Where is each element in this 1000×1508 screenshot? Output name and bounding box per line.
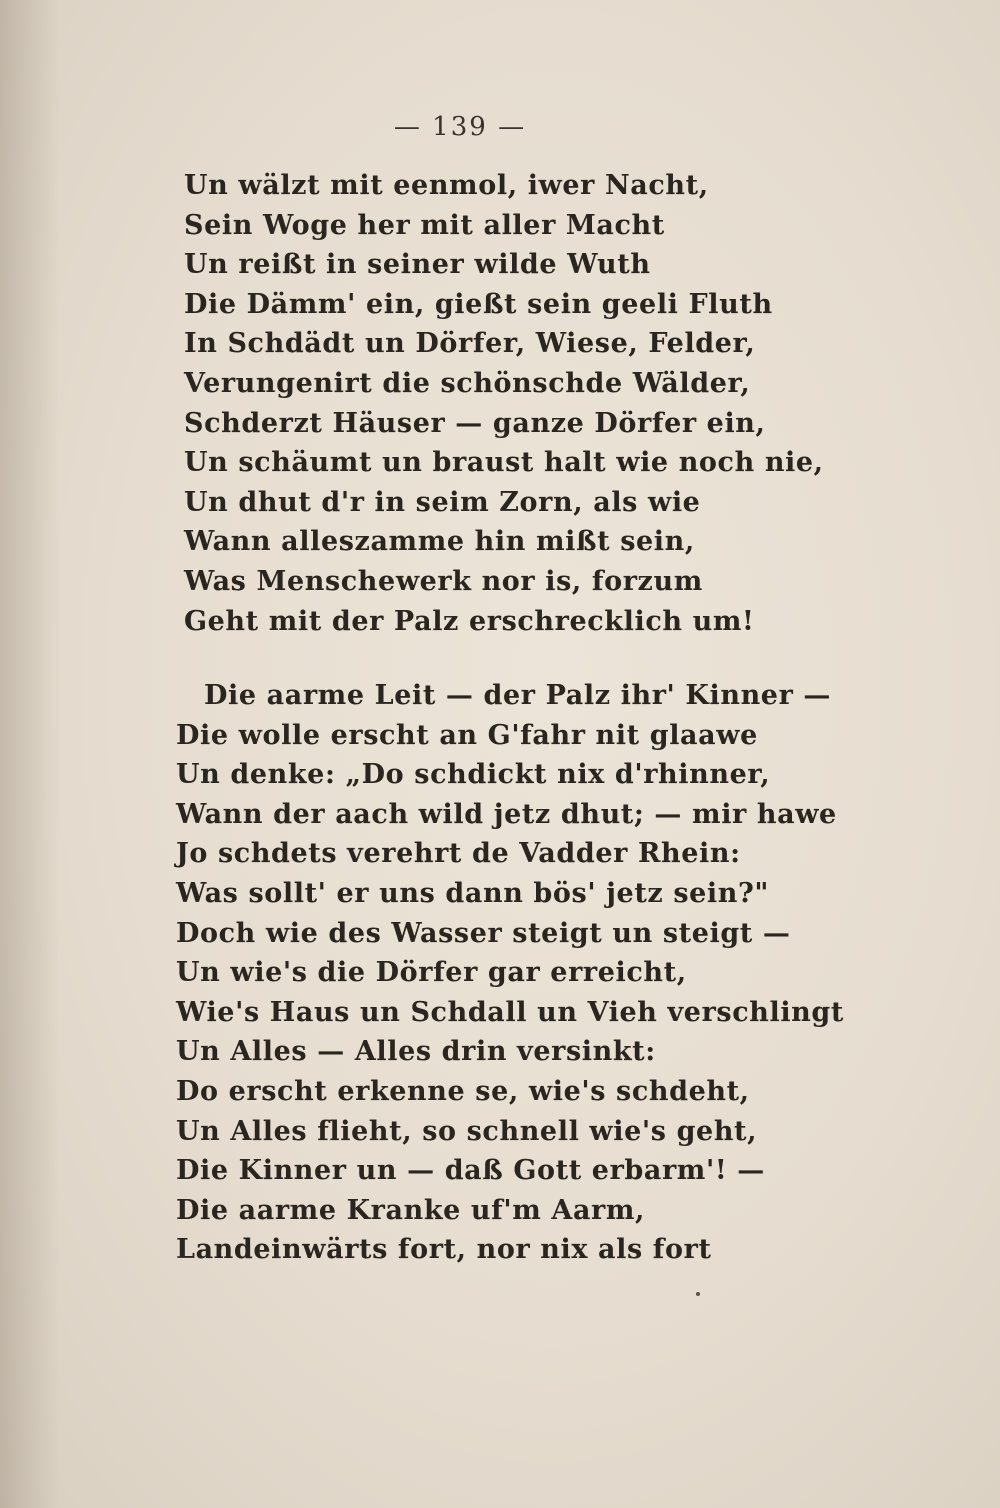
poem-line: Un Alles — Alles drin versinkt: <box>176 1036 656 1068</box>
poem-line: Jo schdets verehrt de Vadder Rhein: <box>176 838 741 870</box>
poem-line: Schderzt Häuser — ganze Dörfer ein, <box>184 407 766 439</box>
poem-line: Un schäumt un braust halt wie noch nie, <box>184 447 824 479</box>
poem-line: Landeinwärts fort, nor nix als fort <box>176 1234 712 1266</box>
poem-line: Die Dämm' ein, gießt sein geeli Fluth <box>184 288 773 320</box>
poem-line: Wann der aach wild jetz dhut; — mir hawe <box>176 798 837 830</box>
paper-speck <box>696 1292 700 1296</box>
poem-line: Un dhut d'r in seim Zorn, als wie <box>184 486 701 518</box>
poem-line: Sein Woge her mit aller Macht <box>184 209 665 241</box>
stanza-2 <box>176 676 844 1270</box>
poem-line: Die aarme Kranke uf'm Aarm, <box>176 1194 646 1226</box>
poem-line: Un wälzt mit eenmol, iwer Nacht, <box>184 170 709 201</box>
poem-line: Un wie's die Dörfer gar erreicht, <box>176 957 687 989</box>
poem-line: Was sollt' er uns dann bös' jetz sein?" <box>176 877 770 909</box>
poem-line: Un Alles flieht, so schnell wie's geht, <box>176 1115 758 1147</box>
poem-line: Verungenirt die schönschde Wälder, <box>184 367 751 399</box>
poem-line: Geht mit der Palz erschrecklich um! <box>184 605 755 637</box>
poem-line: Wann alleszamme hin mißt sein, <box>184 526 695 558</box>
poem-line: Wie's Haus un Schdall un Vieh verschlingt <box>176 996 844 1028</box>
poem-line: Was Menschewerk nor is, forzum <box>184 565 703 597</box>
poem-line: Un denke: „Do schdickt nix d'rhinner, <box>176 759 771 791</box>
poem-line: Doch wie des Wasser steigt un steigt — <box>176 917 791 949</box>
poem-line: In Schdädt un Dörfer, Wiese, Felder, <box>184 328 756 360</box>
gutter-shadow <box>0 0 60 1508</box>
poem-line: Do erscht erkenne se, wie's schdeht, <box>176 1075 750 1107</box>
poem-line: Die aarme Leit — der Palz ihr' Kinner — <box>204 680 832 711</box>
page-number: — 139 — <box>393 112 527 142</box>
stanza-1 <box>184 166 824 641</box>
poem-line: Die wolle erscht an G'fahr nit glaawe <box>176 719 758 751</box>
poem-line: Un reißt in seiner wilde Wuth <box>184 249 651 281</box>
poem-line: Die Kinner un — daß Gott erbarm'! — <box>176 1155 765 1187</box>
